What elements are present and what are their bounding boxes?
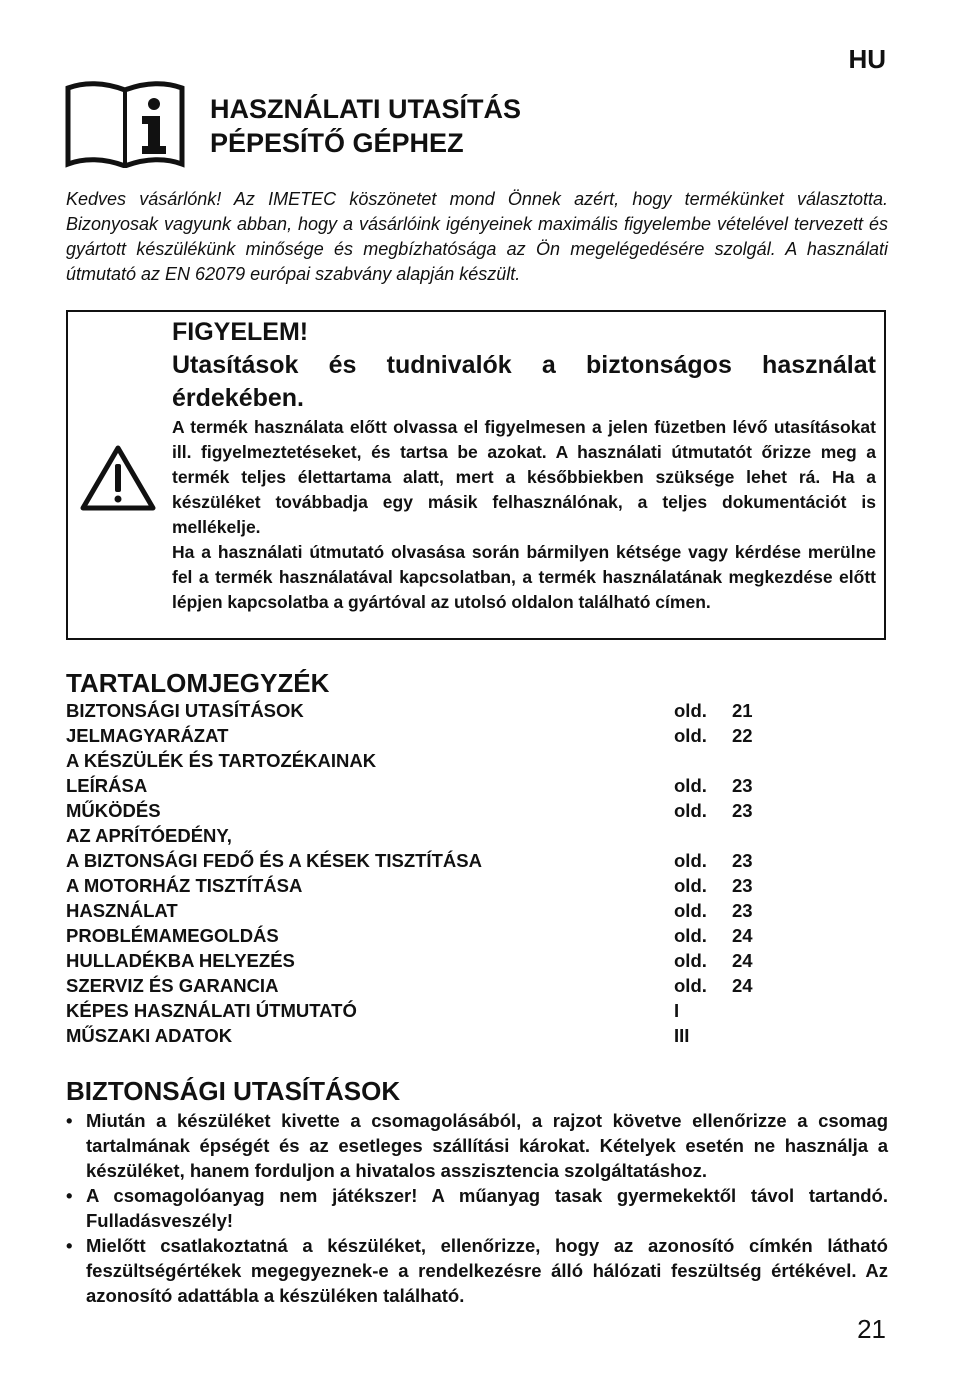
warning-box xyxy=(66,310,886,640)
warning-subheading: Utasítások és tudnivalók a biztonságos használat érdekében. xyxy=(172,351,876,412)
toc-old: old. xyxy=(674,800,707,821)
title-line-1: HASZNÁLATI UTASÍTÁS xyxy=(210,94,521,124)
toc-label: LEÍRÁSA xyxy=(66,775,148,796)
toc-page: 23 xyxy=(732,775,753,796)
toc-page: 24 xyxy=(732,975,753,996)
toc-label: A MOTORHÁZ TISZTÍTÁSA xyxy=(66,875,303,896)
safety-list xyxy=(66,1108,888,1308)
toc-row xyxy=(66,998,786,1023)
toc-label: HULLADÉKBA HELYEZÉS xyxy=(66,950,295,971)
title-line-2: PÉPESÍTŐ GÉPHEZ xyxy=(210,128,464,158)
toc-label: BIZTONSÁGI UTASÍTÁSOK xyxy=(66,700,304,721)
toc-old: old. xyxy=(674,700,707,721)
toc-page: 24 xyxy=(732,925,753,946)
toc-old: old. xyxy=(674,725,707,746)
safety-title: BIZTONSÁGI UTASÍTÁSOK xyxy=(66,1076,401,1106)
safety-item: • Miután a készüléket kivette a csomagolásából, a rajzot követve ellenőrizze a csomag tartalmának épségét és az esetleges szállítási károkat. Kételyek esetén ne használja a készüléket, hanem forduljon a hivatalos asszisztencia szolgáltatáshoz. xyxy=(66,1108,888,1183)
toc-label: MŰKÖDÉS xyxy=(66,800,161,821)
toc-label: KÉPES HASZNÁLATI ÚTMUTATÓ xyxy=(66,1000,357,1021)
toc-page: 24 xyxy=(732,950,753,971)
toc-old: old. xyxy=(674,850,707,871)
toc-row xyxy=(66,798,786,823)
intro-paragraph: Kedves vásárlónk! Az IMETEC köszönetet mond Önnek azért, hogy termékünket választotta. Bizonyosak vagyunk abban, hogy a vásárlóink igényeinek maximális figyelembe vételével tervezett és gyártott készülékünk minősége és megbízhatósága az Ön megelégedésére szolgál. A használati útmutató az EN 62079 európai szabvány alapján készült. xyxy=(66,189,888,284)
toc-row xyxy=(66,698,786,723)
toc-label: A KÉSZÜLÉK ÉS TARTOZÉKAINAK xyxy=(66,750,377,771)
warning-paragraph-1: A termék használata előtt olvassa el figyelmesen a jelen füzetben lévő utasításokat ill. figyelmeztetéseket, és tartsa be azokat. A használati útmutatót őrizze meg a termék teljes élettartama alatt, mert a későbbiekben szüksége lehet rá. Ha a készüléket továbbadja egy másik felhasználónak, a teljes dokumentációt is mellékelje. xyxy=(172,417,876,537)
toc-row xyxy=(66,923,786,948)
toc-label: AZ APRÍTÓEDÉNY, xyxy=(66,825,232,846)
toc-page: 21 xyxy=(732,700,753,721)
safety-item: • A csomagolóanyag nem játékszer! A műanyag tasak gyermekektől távol tartandó. Fulladásveszély! xyxy=(66,1183,888,1233)
toc-title: TARTALOMJEGYZÉK xyxy=(66,668,330,698)
toc-row xyxy=(66,748,786,773)
toc-row xyxy=(66,723,786,748)
toc-page: 23 xyxy=(732,875,753,896)
toc-old: III xyxy=(674,1025,690,1046)
toc-old: old. xyxy=(674,900,707,921)
document-title xyxy=(210,92,521,160)
toc-page: 23 xyxy=(732,800,753,821)
warning-paragraph-2: Ha a használati útmutató olvasása során bármilyen kétsége vagy kérdése merülne fel a termék használatával kapcsolatban, a termék használatának megkezdése előtt lépjen kapcsolatba a gyártóval az utolsó oldalon található címen. xyxy=(172,542,876,612)
toc-row xyxy=(66,848,786,873)
toc-label: JELMAGYARÁZAT xyxy=(66,725,229,746)
toc-label: MŰSZAKI ADATOK xyxy=(66,1025,233,1046)
toc-page: 23 xyxy=(732,850,753,871)
toc-label: HASZNÁLAT xyxy=(66,900,178,921)
toc-row xyxy=(66,1023,786,1048)
toc-row xyxy=(66,973,786,998)
toc-row xyxy=(66,898,786,923)
toc-label: PROBLÉMAMEGOLDÁS xyxy=(66,925,279,946)
language-code: HU xyxy=(848,44,886,74)
toc-old: old. xyxy=(674,775,707,796)
toc-page: 22 xyxy=(732,725,753,746)
toc-old: old. xyxy=(674,975,707,996)
toc-label: A BIZTONSÁGI FEDŐ ÉS A KÉSEK TISZTÍTÁSA xyxy=(66,850,482,871)
toc-row xyxy=(66,823,786,848)
warning-triangle-icon xyxy=(80,444,156,512)
info-book-icon xyxy=(64,80,186,168)
toc-old: old. xyxy=(674,950,707,971)
warning-heading: FIGYELEM! xyxy=(172,318,309,346)
toc-old: old. xyxy=(674,925,707,946)
toc-row xyxy=(66,948,786,973)
toc-row xyxy=(66,873,786,898)
toc-label: SZERVIZ ÉS GARANCIA xyxy=(66,975,279,996)
toc-page: 23 xyxy=(732,900,753,921)
toc-old: old. xyxy=(674,875,707,896)
toc-row xyxy=(66,773,786,798)
safety-item: • Mielőtt csatlakoztatná a készüléket, ellenőrizze, hogy az azonosító címkén látható feszültségértékek megegyeznek-e a rendelkezésre álló hálózati feszültség értékével. Az azonosító adattábla a készüléken található. xyxy=(66,1233,888,1308)
page-number: 21 xyxy=(857,1314,886,1344)
table-of-contents xyxy=(66,698,786,1048)
toc-old: I xyxy=(674,1000,680,1021)
warning-content xyxy=(172,316,876,615)
